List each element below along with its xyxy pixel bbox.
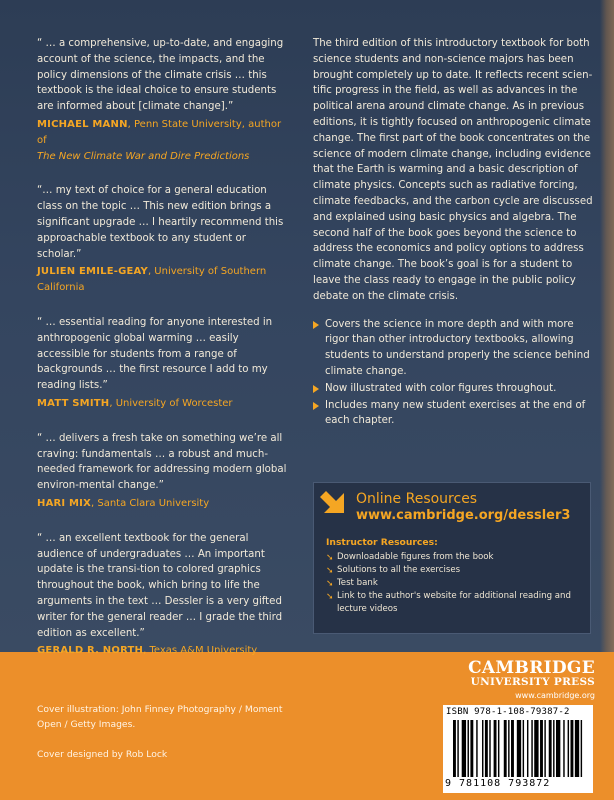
blurb-affiliation: , Texas A&M University (143, 645, 258, 657)
feature-text: Covers the science in more depth and with more rigor than other introductory textbooks, allowing students to understand properly the science behind climate change. (325, 318, 590, 377)
blurb-quote: “ … essential reading for anyone interested in anthropogenic global warming … easily accessible for students from a range of backgrounds … the first resource I add to my reading lists.” (37, 316, 273, 392)
diagonal-arrow-icon (320, 491, 346, 517)
publisher-url[interactable]: www.cambridge.org (515, 691, 595, 700)
resources-list (326, 551, 586, 616)
resources-url[interactable]: www.cambridge.org/dessler3 (356, 508, 571, 523)
barcode (443, 705, 593, 793)
feature-text: Includes many new student exercises at the end of each chapter. (325, 399, 586, 427)
resource-item (326, 564, 586, 577)
blurb-affiliation: , University of Southern California (37, 266, 267, 294)
resource-text: Solutions to all the exercises (337, 565, 461, 575)
blurb-attribution (37, 396, 293, 412)
feature-item (313, 398, 597, 430)
blurb-attribution (37, 643, 293, 659)
blurb-mix (37, 431, 293, 512)
cover-design-credit: Cover designed by Rob Lock (37, 749, 168, 760)
arrow-bullet-icon: ➘ (326, 553, 334, 563)
blurb-north (37, 531, 293, 659)
resource-text: Link to the author's website for additional reading and lecture videos (337, 591, 571, 614)
online-resources-box (313, 482, 591, 634)
blurb-quote: “ … a comprehensive, up-to-date, and engaging account of the science, the impacts, and the policy dimensions of the climate crisis … this textbook is the ideal choice to ensure students are informed about [climate change].” (37, 38, 284, 113)
resource-text: Downloadable figures from the book (337, 552, 494, 562)
resource-text: Test bank (337, 578, 378, 588)
blurb-quote: “… my text of choice for a general education class on the topic … This new edition brings a significant upgrade … I heartily recommend this approachable textbook to any student or scholar.” (37, 185, 284, 260)
blurb-smith (37, 315, 293, 412)
blurb-name: GERALD R. NORTH (37, 645, 144, 657)
triangle-bullet-icon (313, 321, 319, 329)
blurb-name: MATT SMITH (37, 397, 110, 409)
blurb-attribution (37, 496, 293, 512)
blurb-quote: “ … an excellent textbook for the general audience of undergraduates … An important update is the transi-tion to colored graphics throughout the book, which bring to life the arguments in the text … Dessler is a very gifted writer for the general reader … I grade the third edition as excellent.” (37, 532, 283, 639)
blurb-attribution (37, 117, 293, 164)
blurb-emile-geay (37, 183, 293, 296)
arrow-bullet-icon: ➘ (326, 579, 334, 589)
publisher-logo-line2: UNIVERSITY PRESS (470, 676, 595, 688)
feature-text: Now illustrated with color figures throughout. (325, 382, 557, 394)
resource-item (326, 590, 586, 616)
feature-item (313, 317, 597, 380)
barcode-bars (453, 720, 585, 777)
resource-item (326, 577, 586, 590)
cover-image-edge (600, 0, 614, 652)
book-description: The third edition of this introductory textbook for both science students and non-science majors has been brought completely up to date. It reflects recent scien-tific progress in the field, as well as advances in the political arena around climate change. As in previous editions, it is tightly focused on anthropogenic climate change. The first part of the book concentrates on the science of modern climate change, including evidence that the Earth is warming and a basic description of climate physics. Concepts such as radiative forcing, climate feedbacks, and the carbon cycle are discussed and explained using basic physics and algebra. The second half of the book goes beyond the science to address the economics and policy options to address climate change. The book’s goal is for a student to leave the class ready to engage in the public policy debate on the climate crisis. (313, 38, 593, 302)
blurb-name: JULIEN EMILE-GEAY (37, 266, 148, 278)
barcode-digits: 9 781108 793872 (445, 778, 551, 789)
blurb-quote: “ … delivers a fresh take on something we’re all craving: fundamentals … a robust and much-needed framework for addressing modern global environ-mental change.” (37, 432, 287, 492)
blurb-name: HARI MIX (37, 497, 91, 509)
resources-title: Online Resources (356, 491, 478, 507)
cover-illustration-credit: Cover illustration: John Finney Photography / Moment Open / Getty Images. (37, 704, 283, 730)
triangle-bullet-icon (313, 402, 319, 410)
blurb-book: The New Climate War and Dire Predictions (37, 150, 250, 162)
resources-subtitle: Instructor Resources: (326, 537, 438, 548)
arrow-bullet-icon: ➘ (326, 566, 334, 576)
blurb-name: MICHAEL MANN (37, 118, 128, 130)
triangle-bullet-icon (313, 385, 319, 393)
blurb-affiliation: , University of Worcester (109, 397, 233, 409)
resource-item (326, 551, 586, 564)
arrow-bullet-icon: ➘ (326, 592, 334, 602)
description-column (313, 36, 597, 430)
publisher-logo-line1: CAMBRIDGE (468, 658, 595, 678)
blurb-affiliation: , Penn State University, author of (37, 118, 282, 146)
feature-item (313, 381, 597, 397)
isbn-label: ISBN 978-1-108-79387-2 (446, 707, 570, 717)
feature-list (313, 317, 597, 430)
endorsements-column (37, 36, 293, 678)
blurb-attribution (37, 264, 293, 296)
blurb-affiliation: , Santa Clara University (91, 497, 210, 509)
blurb-mann (37, 36, 293, 164)
